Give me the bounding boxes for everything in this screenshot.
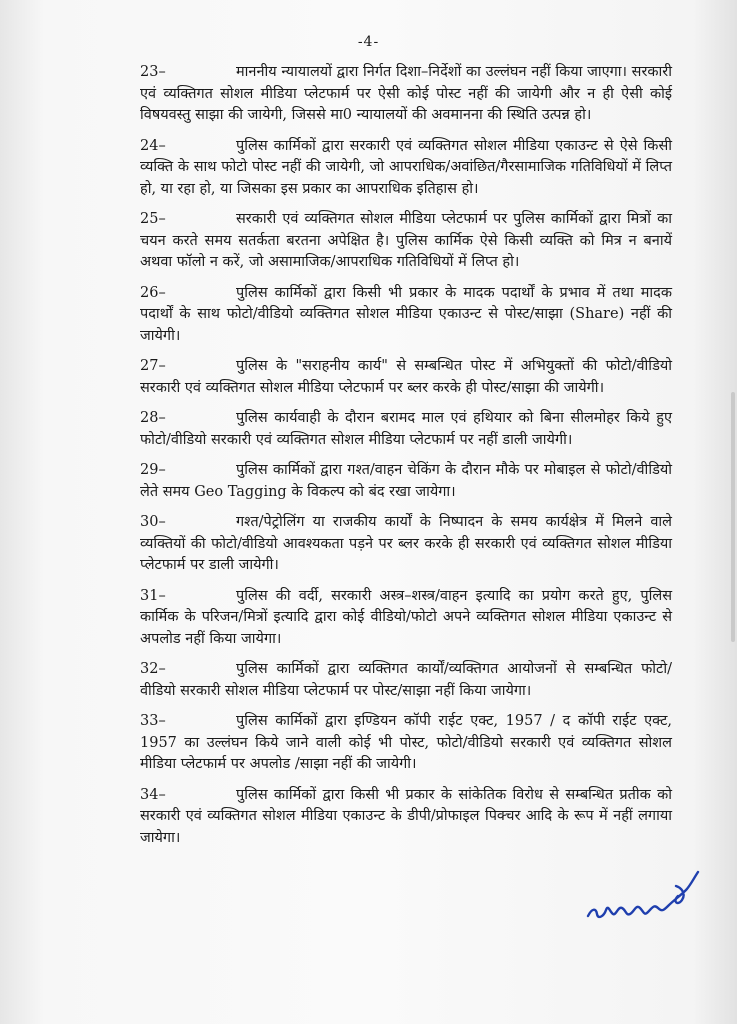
paragraph-number: 31– — [140, 587, 166, 604]
paragraph-27 — [140, 356, 672, 399]
paragraph-32 — [140, 659, 672, 702]
paragraph-number: 34– — [140, 786, 166, 803]
paragraph-text: पुलिस कार्यवाही के दौरान बरामद माल एवं हथियार को बिना सीलमोहर किये हुए फोटो/वीडियो सरकारी एवं व्यक्तिगत सोशल मीडिया प्लेटफार्म पर नहीं डाली जायेगी। — [140, 410, 672, 448]
paragraph-30 — [140, 512, 672, 577]
paragraph-text: पुलिस कार्मिकों द्वारा गश्त/वाहन चेकिंग के दौरान मौके पर मोबाइल से फोटो/वीडियो लेते समय Geo Tagging के विकल्प को बंद रखा जायेगा। — [140, 462, 672, 500]
paragraph-29 — [140, 460, 672, 503]
paragraph-number: 29– — [140, 462, 166, 478]
paragraph-text: पुलिस के "सराहनीय कार्य" से सम्बन्धित पोस्ट में अभियुक्तों की फोटो/वीडियो सरकारी एवं व्यक्तिगत सोशल मीडिया प्लेटफार्म पर ब्लर करके ही पोस्ट/साझा की जायेगी। — [140, 358, 672, 396]
paragraph-text: पुलिस कार्मिकों द्वारा सरकारी एवं व्यक्तिगत सोशल मीडिया एकाउन्ट से ऐसे किसी व्यक्ति के साथ फोटो पोस्ट नहीं की जायेगी, जो आपराधिक/अवांछित/गैरसामाजिक गतिविधियों में लिप्त हो, या रहा हो, या जिसका इस प्रकार का आपराधिक इतिहास हो। — [140, 137, 672, 197]
paragraph-text: पुलिस की वर्दी, सरकारी अस्त्र–शस्त्र/वाहन इत्यादि का प्रयोग करते हुए, पुलिस कार्मिक के परिजन/मित्रों इत्यादि द्वारा कोई वीडियो/फोटो अपने व्यक्तिगत सोशल मीडिया एकाउन्ट से अपलोड नहीं किया जायेगा। — [140, 587, 672, 647]
paragraph-number: 28– — [140, 410, 166, 426]
paragraph-text: पुलिस कार्मिकों द्वारा व्यक्तिगत कार्यों/व्यक्तिगत आयोजनों से सम्बन्धित फोटो/वीडियो सरकारी सोशल मीडिया प्लेटफार्म पर पोस्ट/साझा नहीं किया जायेगा। — [140, 661, 672, 699]
paragraph-31 — [140, 586, 672, 651]
paragraph-text: सरकारी एवं व्यक्तिगत सोशल मीडिया प्लेटफार्म पर पुलिस कार्मिकों द्वारा मित्रों का चयन करते समय सतर्कता बरतना अपेक्षित है। पुलिस कार्मिक ऐसे किसी व्यक्ति को मित्र न बनायें अथवा फॉलो न करें, जो असामाजिक/आपराधिक गतिविधियों में लिप्त हो। — [140, 211, 672, 270]
paragraph-34 — [140, 785, 672, 850]
paragraph-23 — [140, 62, 672, 127]
handwritten-signature — [582, 866, 712, 926]
paragraph-text: गश्त/पेट्रोलिंग या राजकीय कार्यों के निष्पादन के समय कार्यक्षेत्र में मिलने वाले व्यक्तियों की फोटो/वीडियो आवश्यकता पड़ने पर ब्लर करके ही सरकारी एवं व्यक्तिगत सोशल मीडिया प्लेटफार्म पर डाली जायेगी। — [140, 514, 672, 573]
paragraph-25 — [140, 209, 672, 274]
paragraph-28 — [140, 408, 672, 451]
paragraph-number: 26– — [140, 284, 166, 301]
paragraph-text: पुलिस कार्मिकों द्वारा किसी भी प्रकार के मादक पदार्थों के प्रभाव में तथा मादक पदार्थों के साथ फोटो/वीडियो व्यक्तिगत सोशल मीडिया एकाउन्ट से पोस्ट/साझा (Share) नहीं की जायेगी। — [140, 284, 672, 344]
paragraph-24 — [140, 136, 672, 201]
page-number: -4- — [357, 34, 380, 50]
paragraph-number: 30– — [140, 514, 166, 530]
paragraph-number: 27– — [140, 358, 166, 374]
paragraph-26 — [140, 283, 672, 348]
paragraph-number: 33– — [140, 713, 166, 729]
scrollbar-thumb[interactable] — [731, 392, 735, 642]
paragraph-number: 24– — [140, 137, 166, 154]
paragraph-number: 25– — [140, 211, 166, 227]
document-body — [140, 62, 672, 858]
paragraph-text: माननीय न्यायालयों द्वारा निर्गत दिशा–निर्देशों का उल्लंघन नहीं किया जाएगा। सरकारी एवं व्यक्तिगत सोशल मीडिया प्लेटफार्म पर ऐसी कोई पोस्ट नहीं की जायेगी और न ही ऐसी कोई विषयवस्तु साझा की जायेगी, जिससे मा0 न्यायालयों की अवमानना की स्थिति उत्पन्न हो। — [140, 64, 672, 123]
paragraph-number: 23– — [140, 64, 166, 80]
paragraph-text: पुलिस कार्मिकों द्वारा किसी भी प्रकार के सांकेतिक विरोध से सम्बन्धित प्रतीक को सरकारी एवं व्यक्तिगत सोशल मीडिया एकाउन्ट के डीपी/प्रोफाइल पिक्चर आदि के रूप में नहीं लगाया जायेगा। — [140, 786, 672, 846]
paragraph-text: पुलिस कार्मिकों द्वारा इण्डियन कॉपी राईट एक्ट, 1957 / द कॉपी राईट एक्ट, 1957 का उल्लंघन किये जाने वाली कोई भी पोस्ट, फोटो/वीडियो सरकारी एवं व्यक्तिगत सोशल मीडिया प्लेटफार्म पर अपलोड /साझा नहीं की जायेगी। — [140, 713, 672, 772]
paragraph-33 — [140, 711, 672, 776]
paragraph-number: 32– — [140, 661, 166, 677]
